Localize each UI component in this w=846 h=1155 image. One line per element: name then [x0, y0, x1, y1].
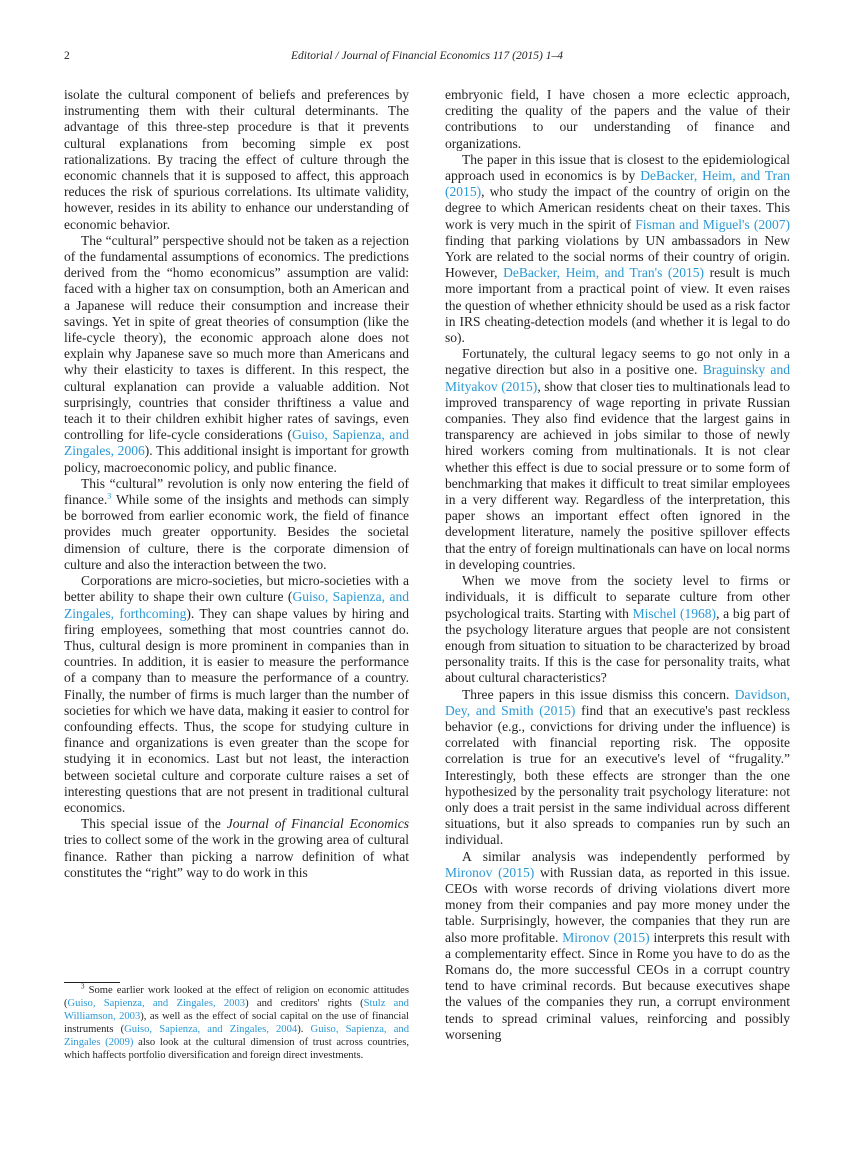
body-text: Corporations are micro-societies, but micro-societies with a better ability to shape their own culture ( — [64, 573, 409, 605]
left-column — [64, 87, 409, 881]
body-text: ), as well as the effect of social capital on the use of financial instruments ( — [64, 1010, 409, 1035]
body-text: ). This additional insight is important for growth policy, macroeconomic policy, and public finance. — [64, 443, 409, 475]
running-header — [64, 50, 790, 66]
citation-link[interactable]: Davidson, Dey, and Smith (2015) — [445, 686, 790, 718]
citation-link[interactable]: DeBacker, Heim, and Tran's (2015) — [503, 265, 705, 281]
body-text: While some of the insights and methods can simply be borrowed from earlier economic work, the field of finance provides much greater opportunity. Besides the societal dimension of culture, there is the corporate dimension of culture and also the interaction between the two. — [64, 492, 409, 572]
paragraph — [64, 476, 409, 573]
footnote-marker: 3 — [81, 982, 85, 991]
journal-citation-line: Editorial / Journal of Financial Economics 117 (2015) 1–4 — [291, 50, 563, 62]
citation-link[interactable]: DeBacker, Heim, and Tran (2015) — [445, 168, 790, 200]
body-text: finding that parking violations by UN ambassadors in New York are related to the social norms of their country of origin. However, — [445, 232, 790, 281]
citation-link[interactable]: Mischel (1968) — [632, 605, 717, 621]
body-text: This special issue of the — [81, 816, 227, 832]
body-text: The paper in this issue that is closest to the epidemiological approach used in economics is by — [445, 151, 790, 184]
body-text: This “cultural” revolution is only now entering the field of finance. — [64, 475, 409, 508]
body-text: , show that closer ties to multinationals lead to improved transparency of wage reporting in private Russian companies. They also find evidence that the largest gains in transparency are achieved in jobs similar to those of newly hired workers coming from multinationals. It is not clear whether this effect is due to social pressure or to some form of benchmarking that makes it difficult to treat similar employees in a very different way. Regardless of the interpretation, this paper shows an important effect often ignored in the development literature, namely the positive spillover effects that the entry of foreign multinationals can have on local norms in developing countries. — [445, 378, 791, 572]
body-text: ). — [297, 1023, 311, 1035]
body-text: , who study the impact of the country of origin on the degree to which American residents cheat on their taxes. This work is very much in the spirit of — [445, 184, 790, 232]
citation-link[interactable]: Fisman and Miguel's (2007) — [635, 216, 791, 232]
paragraph — [445, 87, 790, 152]
citation-link[interactable]: Braguinsky and Mityakov (2015) — [445, 362, 790, 394]
body-text: with Russian data, as reported in this issue. CEOs with worse records of driving violations divert more money from their companies and pay more money under the table. Surprisingly, however, the companies that they run are also more profitable. — [445, 864, 790, 945]
citation-link[interactable]: Guiso, Sapienza, and Zingales, forthcoming — [64, 589, 409, 621]
body-text: A similar analysis was independently performed by — [462, 848, 790, 864]
body-text: isolate the cultural component of beliefs and preferences by instrumenting them with their cultural determinants. The advantage of this three-step procedure is that it prevents cultural explanations from becoming simple ex post rationalizations. By tracing the effect of culture through the economic channels that it is supposed to affect, this approach reduces the risk of spurious correlations. Its ultimate validity, however, resides in its ability to enhance our understanding of economic behavior. — [64, 87, 409, 232]
paragraph — [445, 687, 790, 849]
citation-link[interactable]: Guiso, Sapienza, and Zingales, 2003 — [67, 997, 246, 1009]
body-text: When we move from the society level to firms or individuals, it is difficult to separate culture from other psychological traits. Starting with — [445, 573, 790, 621]
paragraph — [64, 816, 409, 881]
paragraph — [64, 87, 409, 233]
citation-link[interactable]: Guiso, Sapienza, and Zingales (2009) — [64, 1023, 409, 1048]
page-number: 2 — [64, 50, 70, 62]
footnote-divider — [64, 982, 120, 983]
body-text: tries to collect some of the work in the growing area of cultural finance. Rather than picking a narrow definition of what constitutes the “right” way to do work in this — [64, 832, 409, 880]
body-text: result is much more important from a practical point of view. It even raises the question of whether ethnicity should be used as a risk factor in IRS cheating-detection models (and whether it is legal to do so). — [445, 265, 790, 346]
citation-link[interactable]: Mironov (2015) — [445, 864, 535, 880]
paragraph — [445, 152, 790, 346]
body-text: Fortunately, the cultural legacy seems to go not only in a negative direction but also in a positive one. — [445, 346, 790, 378]
citation-link[interactable]: Stulz and Williamson, 2003 — [64, 997, 409, 1022]
footnote-marker[interactable]: 3 — [107, 491, 112, 501]
paragraph — [445, 849, 790, 1043]
paragraph — [64, 573, 409, 816]
journal-title: Journal of Financial Economics — [226, 816, 410, 832]
body-text: ) and creditors' rights ( — [245, 997, 364, 1009]
citation-link[interactable]: Guiso, Sapienza, and Zingales, 2006 — [64, 427, 409, 459]
footnote — [64, 982, 409, 1062]
footnote-paragraph — [64, 982, 409, 1062]
paragraph — [64, 233, 409, 476]
body-text: interprets this result with a complementarity effect. Since in Rome you have to do as the Romans do, the more successful CEOs in a corrupt country tend to have criminal records. But because executives shape the values of the companies they run, a corrupt environment tends to spread criminal values, reinforcing and possibly worsening — [445, 929, 790, 1042]
body-text: The “cultural” perspective should not be taken as a rejection of the fundamental assumptions of economics. The predictions derived from the “homo economicus” assumption are valid: faced with a higher tax on consumption, both an American and a Japanese will reduce their consumption and increase their savings. Yet in spite of great theories of consumption (like the life-cycle theory), the economic approach alone does not explain why Japanese save so much more than Americans and why their elasticity to taxes is different. In this respect, the cultural explanation can provide a valuable addition. Not surprisingly, countries that consider thriftiness a value and teach it to their children exhibit higher rates of savings, even controlling for life-cycle considerations ( — [64, 232, 409, 443]
right-column — [445, 87, 790, 1043]
paragraph — [445, 573, 790, 686]
body-text: also look at the cultural dimension of trust across countries, which haffects portfolio diversification and foreign direct investments. — [64, 1036, 409, 1061]
body-text: ). They can shape values by hiring and firing employees, something that most countries cannot do. Thus, cultural design is more prominent in companies than in countries. In addition, it is easier to measure the performance of a company than to measure the performance of a country. Finally, the number of firms is much larger than the number of societies for which we have data, making it easier to control for confounding effects. Thus, the scope for studying culture in finance and organizations is even greater than the scope for studying it in economics. Last but not least, the interaction between societal culture and corporate culture raises a set of interesting questions that are not present in traditional cultural economics. — [64, 605, 409, 815]
body-text: find that an executive's past reckless behavior (e.g., convictions for driving under the influence) is correlated with financial reporting risk. The opposite correlation is true for an executive's level of “frugality.” Interestingly, both these effects are stronger than the one hypothesized by the personality trait psychology literature: not only does a trait persist in the same individual across different situations, but it also spreads to companies run by such an individual. — [445, 702, 790, 848]
citation-link[interactable]: Mironov (2015) — [562, 929, 650, 945]
body-text: , a big part of the psychology literature argues that people are not consistent enough from situation to situation to be characterized by broad personality traits. If this is the case for personality traits, what about cultural characteristics? — [445, 605, 790, 686]
body-text: Some earlier work looked at the effect of religion on economic attitudes ( — [64, 985, 409, 1009]
paragraph — [445, 346, 790, 573]
citation-link[interactable]: Guiso, Sapienza, and Zingales, 2004 — [124, 1023, 298, 1035]
body-text: embryonic field, I have chosen a more eclectic approach, crediting the quality of the papers and the value of their contributions to our understanding of finance and organizations. — [445, 87, 790, 151]
body-text: Three papers in this issue dismiss this concern. — [462, 686, 735, 702]
